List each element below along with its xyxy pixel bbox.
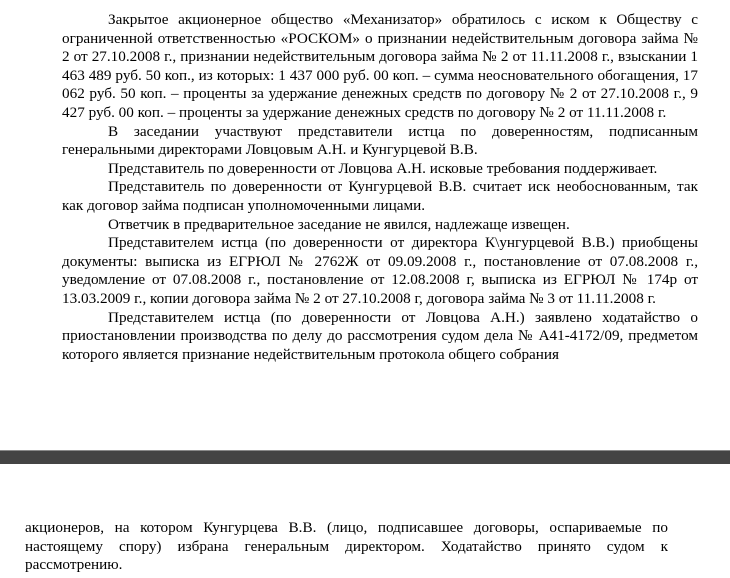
paragraph-lovtsov-rep: Представитель по доверенности от Ловцова А.Н. исковые требования поддерживает. (108, 159, 658, 177)
paragraph-defendant: Ответчик в предварительное заседание не явился, надлежаще извещен. (108, 215, 570, 233)
paragraph-kungurtseva-rep: Представитель по доверенности от Кунгурцевой В.В. считает иск необоснованным, так как договор займа подписан уполномоченными лицами. (62, 178, 698, 214)
document-body-page-1 (62, 11, 698, 364)
paragraph-claim: Закрытое акционерное общество «Механизатор» обратилось с иском к Обществу с ограниченной ответственностью «РОСКОМ» о признании недействительным договора займа № 2 от 27.10.2008 г., признании недействительным договора займа № 2 от 11.11.2008 г., взыскании 1 463 489 руб. 50 коп., из которых: 1 437 000 руб. 00 коп. – сумма неосновательного обогащения, 17 062 руб. 50 коп. – проценты за удержание денежных средств по договору № 2 от 27.10.2008 г., 9 427 руб. 00 коп. – проценты за удержание денежных средств по договору № 2 от 11.11.2008 г. (62, 11, 698, 121)
paragraph-continuation: акционеров, на котором Кунгурцева В.В. (лицо, подписавшее договоры, оспариваемые по настоящему спору) избрана генеральным директором. Ходатайство принято судом к рассмотрению. (25, 519, 668, 574)
page-separator (0, 450, 730, 465)
paragraph-documents: Представителем истца (по доверенности от директора К\унгурцевой В.В.) приобщены документы: выписка из ЕГРЮЛ № 2762Ж от 09.09.2008 г., постановление от 07.08.2008 г., уведомление от 07.08.2008 г., постановление от 12.08.2008 г, выписка из ЕГРЮЛ № 174р от 13.03.2009 г., копии договора займа № 2 от 27.10.2008 г, договора займа № 3 от 11.11.2008 г. (62, 234, 698, 307)
document-body-page-2 (25, 519, 668, 575)
paragraph-participants: В заседании участвуют представители истца по доверенностям, подписанным генеральными директорами Ловцовым А.Н. и Кунгурцевой В.В. (62, 122, 698, 159)
paragraph-motion: Представителем истца (по доверенности от Ловцова А.Н.) заявлено ходатайство о приостановлении производства по делу до рассмотрения судом дела № А41-4172/09, предметом которого является признание недействительным протокола общего собрания (62, 308, 698, 363)
